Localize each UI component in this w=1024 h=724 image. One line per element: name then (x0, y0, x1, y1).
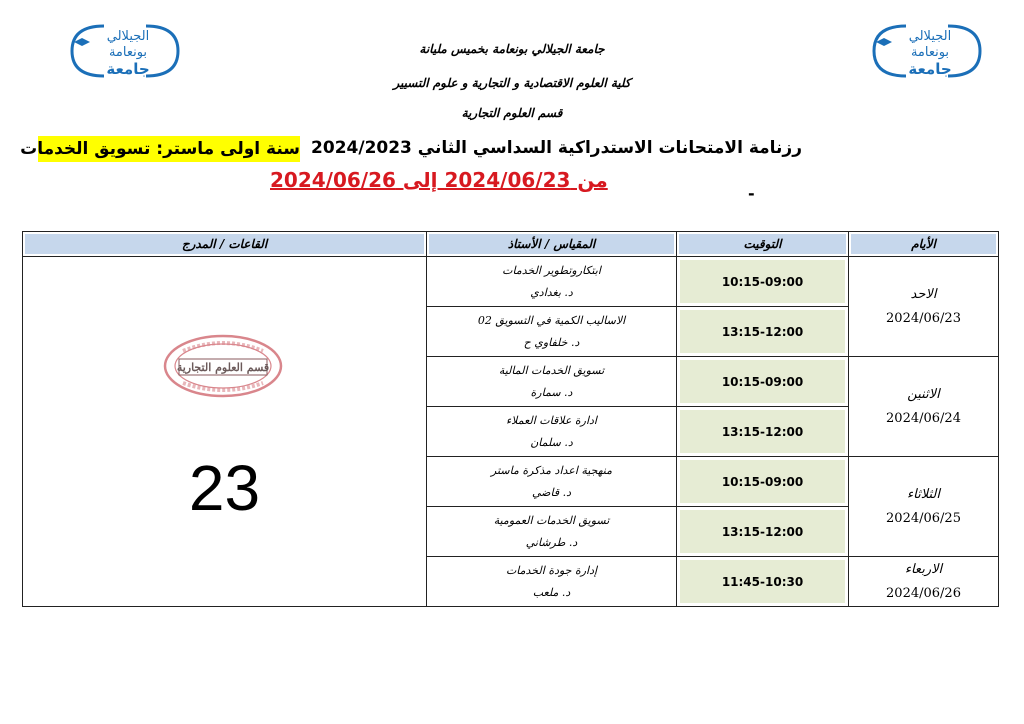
department-name: قسم العلوم التجارية (461, 106, 563, 120)
day-date: 2024/06/24 (886, 410, 961, 426)
day-date: 2024/06/26 (886, 585, 961, 601)
time-cell: 13:15-12:00 (677, 307, 849, 357)
svg-text:قسم العلوم التجارية: قسم العلوم التجارية (176, 361, 270, 374)
university-logo-right (868, 20, 986, 82)
room-cell (23, 257, 427, 607)
stray-dash: - (748, 184, 755, 203)
module-name: ابتكاروتطوير الخدمات (502, 263, 601, 277)
svg-text:جامعة: جامعة (106, 60, 150, 78)
module-name: ادارة علاقات العملاء (506, 413, 597, 427)
table-row (23, 257, 999, 307)
module-cell (427, 257, 677, 307)
teacher-name: د. خلفاوي ح (523, 335, 580, 349)
teacher-name: د. قاضي (531, 485, 571, 499)
header-days: الأيام (849, 232, 999, 257)
time-cell: 13:15-12:00 (677, 407, 849, 457)
module-name: الاساليب الكمية في التسويق 02 (477, 313, 626, 327)
exam-schedule-table (22, 231, 999, 607)
time-cell: 13:15-12:00 (677, 507, 849, 557)
module-name: تسويق الخدمات العمومية (493, 513, 610, 527)
room-number: 23 (188, 452, 261, 524)
svg-text:الجيلالي: الجيلالي (908, 29, 952, 44)
day-cell (849, 257, 999, 357)
module-name: إدارة جودة الخدمات (505, 563, 598, 577)
time-cell: 10:15-09:00 (677, 457, 849, 507)
module-name: تسويق الخدمات المالية (498, 363, 605, 377)
time-cell: 10:15-09:00 (677, 257, 849, 307)
level-specialty-highlight: سنة اولى ماستر: تسويق الخدمات (38, 136, 300, 162)
module-cell (427, 457, 677, 507)
day-cell (849, 457, 999, 557)
teacher-name: د. سمارة (530, 385, 573, 399)
teacher-name: د. طرشاني (525, 535, 578, 549)
teacher-name: د. بغدادي (530, 285, 573, 299)
day-cell (849, 557, 999, 607)
date-range: من 2024/06/23 إلى 2024/06/26 (270, 168, 608, 192)
module-cell (427, 557, 677, 607)
module-name: منهجية اعداد مذكرة ماستر (490, 463, 613, 477)
module-cell (427, 507, 677, 557)
university-name: جامعة الجيلالي بونعامة بخميس مليانة (419, 42, 605, 56)
svg-text:جامعة: جامعة (908, 60, 952, 78)
university-logo-left (66, 20, 184, 82)
svg-text:الجيلالي: الجيلالي (106, 29, 150, 44)
day-date: 2024/06/23 (886, 310, 961, 326)
header-module: المقياس / الأستاذ (427, 232, 677, 257)
table-header-row (23, 232, 999, 257)
module-cell (427, 357, 677, 407)
teacher-name: د. ملعب (532, 585, 571, 599)
day-name: الثلاثاء (907, 486, 940, 502)
day-cell (849, 357, 999, 457)
day-name: الاربعاء (904, 561, 943, 577)
header-room: القاعات / المدرج (23, 232, 427, 257)
day-name: الاثنين (907, 386, 940, 402)
time-cell: 11:45-10:30 (677, 557, 849, 607)
day-name: الاحد (910, 286, 937, 302)
module-cell (427, 307, 677, 357)
department-stamp (161, 333, 285, 403)
svg-text:بونعامة: بونعامة (108, 45, 148, 60)
svg-text:بونعامة: بونعامة (910, 45, 950, 60)
module-cell (427, 407, 677, 457)
header-time: التوقيت (677, 232, 849, 257)
teacher-name: د. سلمان (530, 435, 573, 449)
document-title: رزنامة الامتحانات الاستدراكية السداسي الثاني 2024/2023 (311, 138, 802, 158)
faculty-name: كلية العلوم الاقتصادية و التجارية و علوم التسيير (393, 76, 631, 90)
day-date: 2024/06/25 (886, 510, 961, 526)
time-cell: 10:15-09:00 (677, 357, 849, 407)
